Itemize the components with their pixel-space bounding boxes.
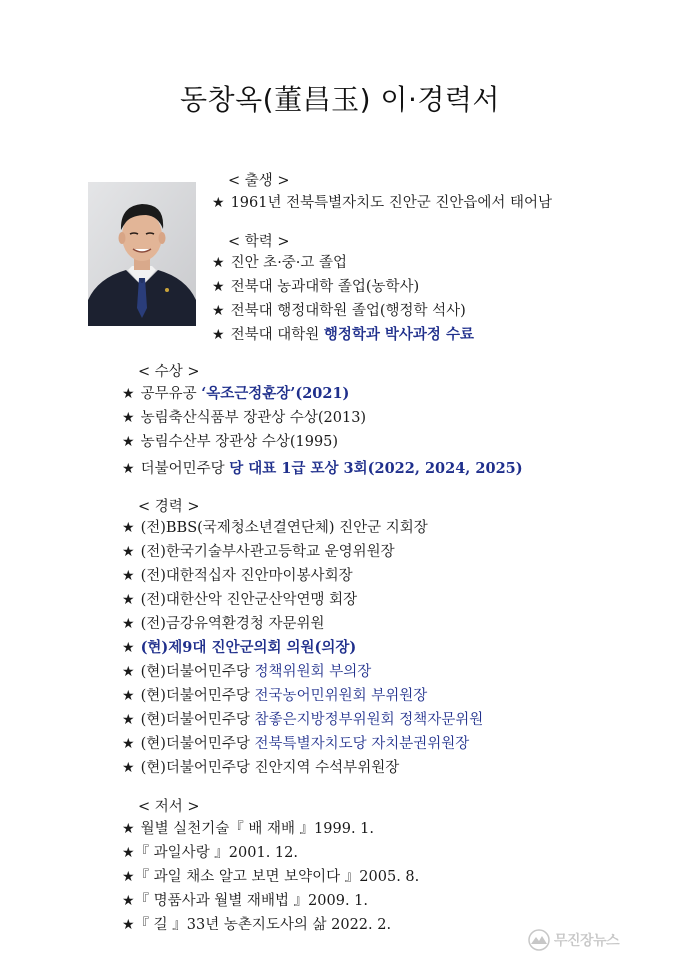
education-item: ★ 전북대 대학원 행정학과 박사과정 수료	[212, 326, 474, 343]
star-icon: ★	[212, 327, 225, 343]
mountain-logo-icon	[528, 929, 550, 951]
star-icon: ★	[212, 279, 225, 295]
book-item: ★『 과일 채소 알고 보면 보약이다 』2005. 8.	[122, 869, 420, 885]
star-icon: ★	[122, 520, 135, 536]
star-icon: ★	[122, 688, 135, 704]
career-item: ★ (현)더불어민주당 전국농어민위원회 부위원장	[122, 688, 428, 704]
career-item	[122, 639, 356, 657]
highlight-text: 당 대표 1급 포상 3회(2022, 2024, 2025)	[229, 460, 523, 477]
section-header-books: < 저서 >	[138, 799, 200, 815]
page-title: 동창옥(董昌玉) 이·경력서	[180, 83, 500, 116]
book-item: ★『 길 』33년 농촌지도사의 삶 2022. 2.	[122, 917, 392, 933]
star-icon: ★	[122, 869, 135, 885]
career-item: ★ (전)대한산악 진안군산악연맹 회장	[122, 592, 358, 608]
highlight-text: 참좋은지방정부위원회 정책자문위원	[254, 712, 484, 728]
star-icon: ★	[122, 893, 135, 909]
section-header-education: < 학력 >	[228, 234, 290, 250]
portrait-photo	[88, 182, 196, 326]
career-item: ★ (전)대한적십자 진안마이봉사회장	[122, 568, 353, 584]
highlight-text: 행정학과 박사과정 수료	[323, 326, 474, 343]
education-item: ★ 전북대 농과대학 졸업(농학사)	[212, 279, 420, 295]
star-icon: ★	[212, 255, 225, 271]
star-icon: ★	[122, 760, 135, 776]
watermark-text: 무진장뉴스	[554, 933, 620, 949]
highlight-text: 정책위원회 부의장	[254, 664, 372, 680]
book-item: ★『 명품사과 월별 재배법 』2009. 1.	[122, 893, 369, 909]
star-icon: ★	[122, 821, 135, 837]
watermark-logo	[528, 925, 673, 955]
career-item: ★ (현)더불어민주당 참좋은지방정부위원회 정책자문위원	[122, 712, 484, 728]
section-header-career: < 경력 >	[138, 499, 200, 515]
award-item: ★ 더불어민주당 당 대표 1급 포상 3회(2022, 2024, 2025)	[122, 460, 523, 477]
career-item: ★ (전)금강유역환경청 자문위원	[122, 616, 325, 632]
highlight-text: 전북특별자치도당 자치분권위원장	[254, 736, 470, 752]
highlight-text: ‘옥조근정훈장’(2021)	[201, 385, 350, 402]
section-header-awards: < 수상 >	[138, 364, 200, 380]
award-item: ★ 농림축산식품부 장관상 수상(2013)	[122, 410, 367, 426]
star-icon: ★	[122, 434, 135, 450]
star-icon: ★	[122, 592, 135, 608]
highlight-text: 전국농어민위원회 부위원장	[254, 688, 428, 704]
career-item: ★ (현)더불어민주당 전북특별자치도당 자치분권위원장	[122, 736, 470, 752]
education-item: ★ 전북대 행정대학원 졸업(행정학 석사)	[212, 303, 466, 319]
star-icon: ★	[212, 303, 225, 319]
star-icon: ★	[122, 640, 135, 656]
star-icon: ★	[212, 195, 225, 211]
star-icon: ★	[122, 712, 135, 728]
book-item: ★ 월별 실천기술『 배 재배 』1999. 1.	[122, 821, 375, 837]
book-item: ★『 과일사랑 』2001. 12.	[122, 845, 298, 861]
star-icon: ★	[122, 544, 135, 560]
star-icon: ★	[122, 386, 135, 402]
award-item: ★ 농림수산부 장관상 수상(1995)	[122, 434, 339, 450]
career-item: ★ (전)한국기술부사관고등학교 운영위원장	[122, 544, 395, 560]
section-header-birth: < 출생 >	[228, 173, 290, 189]
star-icon: ★	[122, 410, 135, 426]
highlight-text: (현)제9대 진안군의회 의원(의장)	[140, 639, 357, 656]
award-item: ★ 공무유공 ‘옥조근정훈장’(2021)	[122, 385, 350, 402]
star-icon: ★	[122, 664, 135, 680]
star-icon: ★	[122, 568, 135, 584]
star-icon: ★	[122, 845, 135, 861]
star-icon: ★	[122, 917, 135, 933]
career-item: ★ (현)더불어민주당 정책위원회 부의장	[122, 664, 372, 680]
education-item: ★ 진안 초·중·고 졸업	[212, 255, 348, 271]
career-item: ★ (현)더불어민주당 진안지역 수석부위원장	[122, 760, 400, 776]
birth-item: ★ 1961년 전북특별자치도 진안군 진안읍에서 태어남	[212, 195, 553, 211]
career-item: ★ (전)BBS(국제청소년결연단체) 진안군 지회장	[122, 520, 428, 536]
star-icon: ★	[122, 616, 135, 632]
star-icon: ★	[122, 461, 135, 477]
star-icon: ★	[122, 736, 135, 752]
